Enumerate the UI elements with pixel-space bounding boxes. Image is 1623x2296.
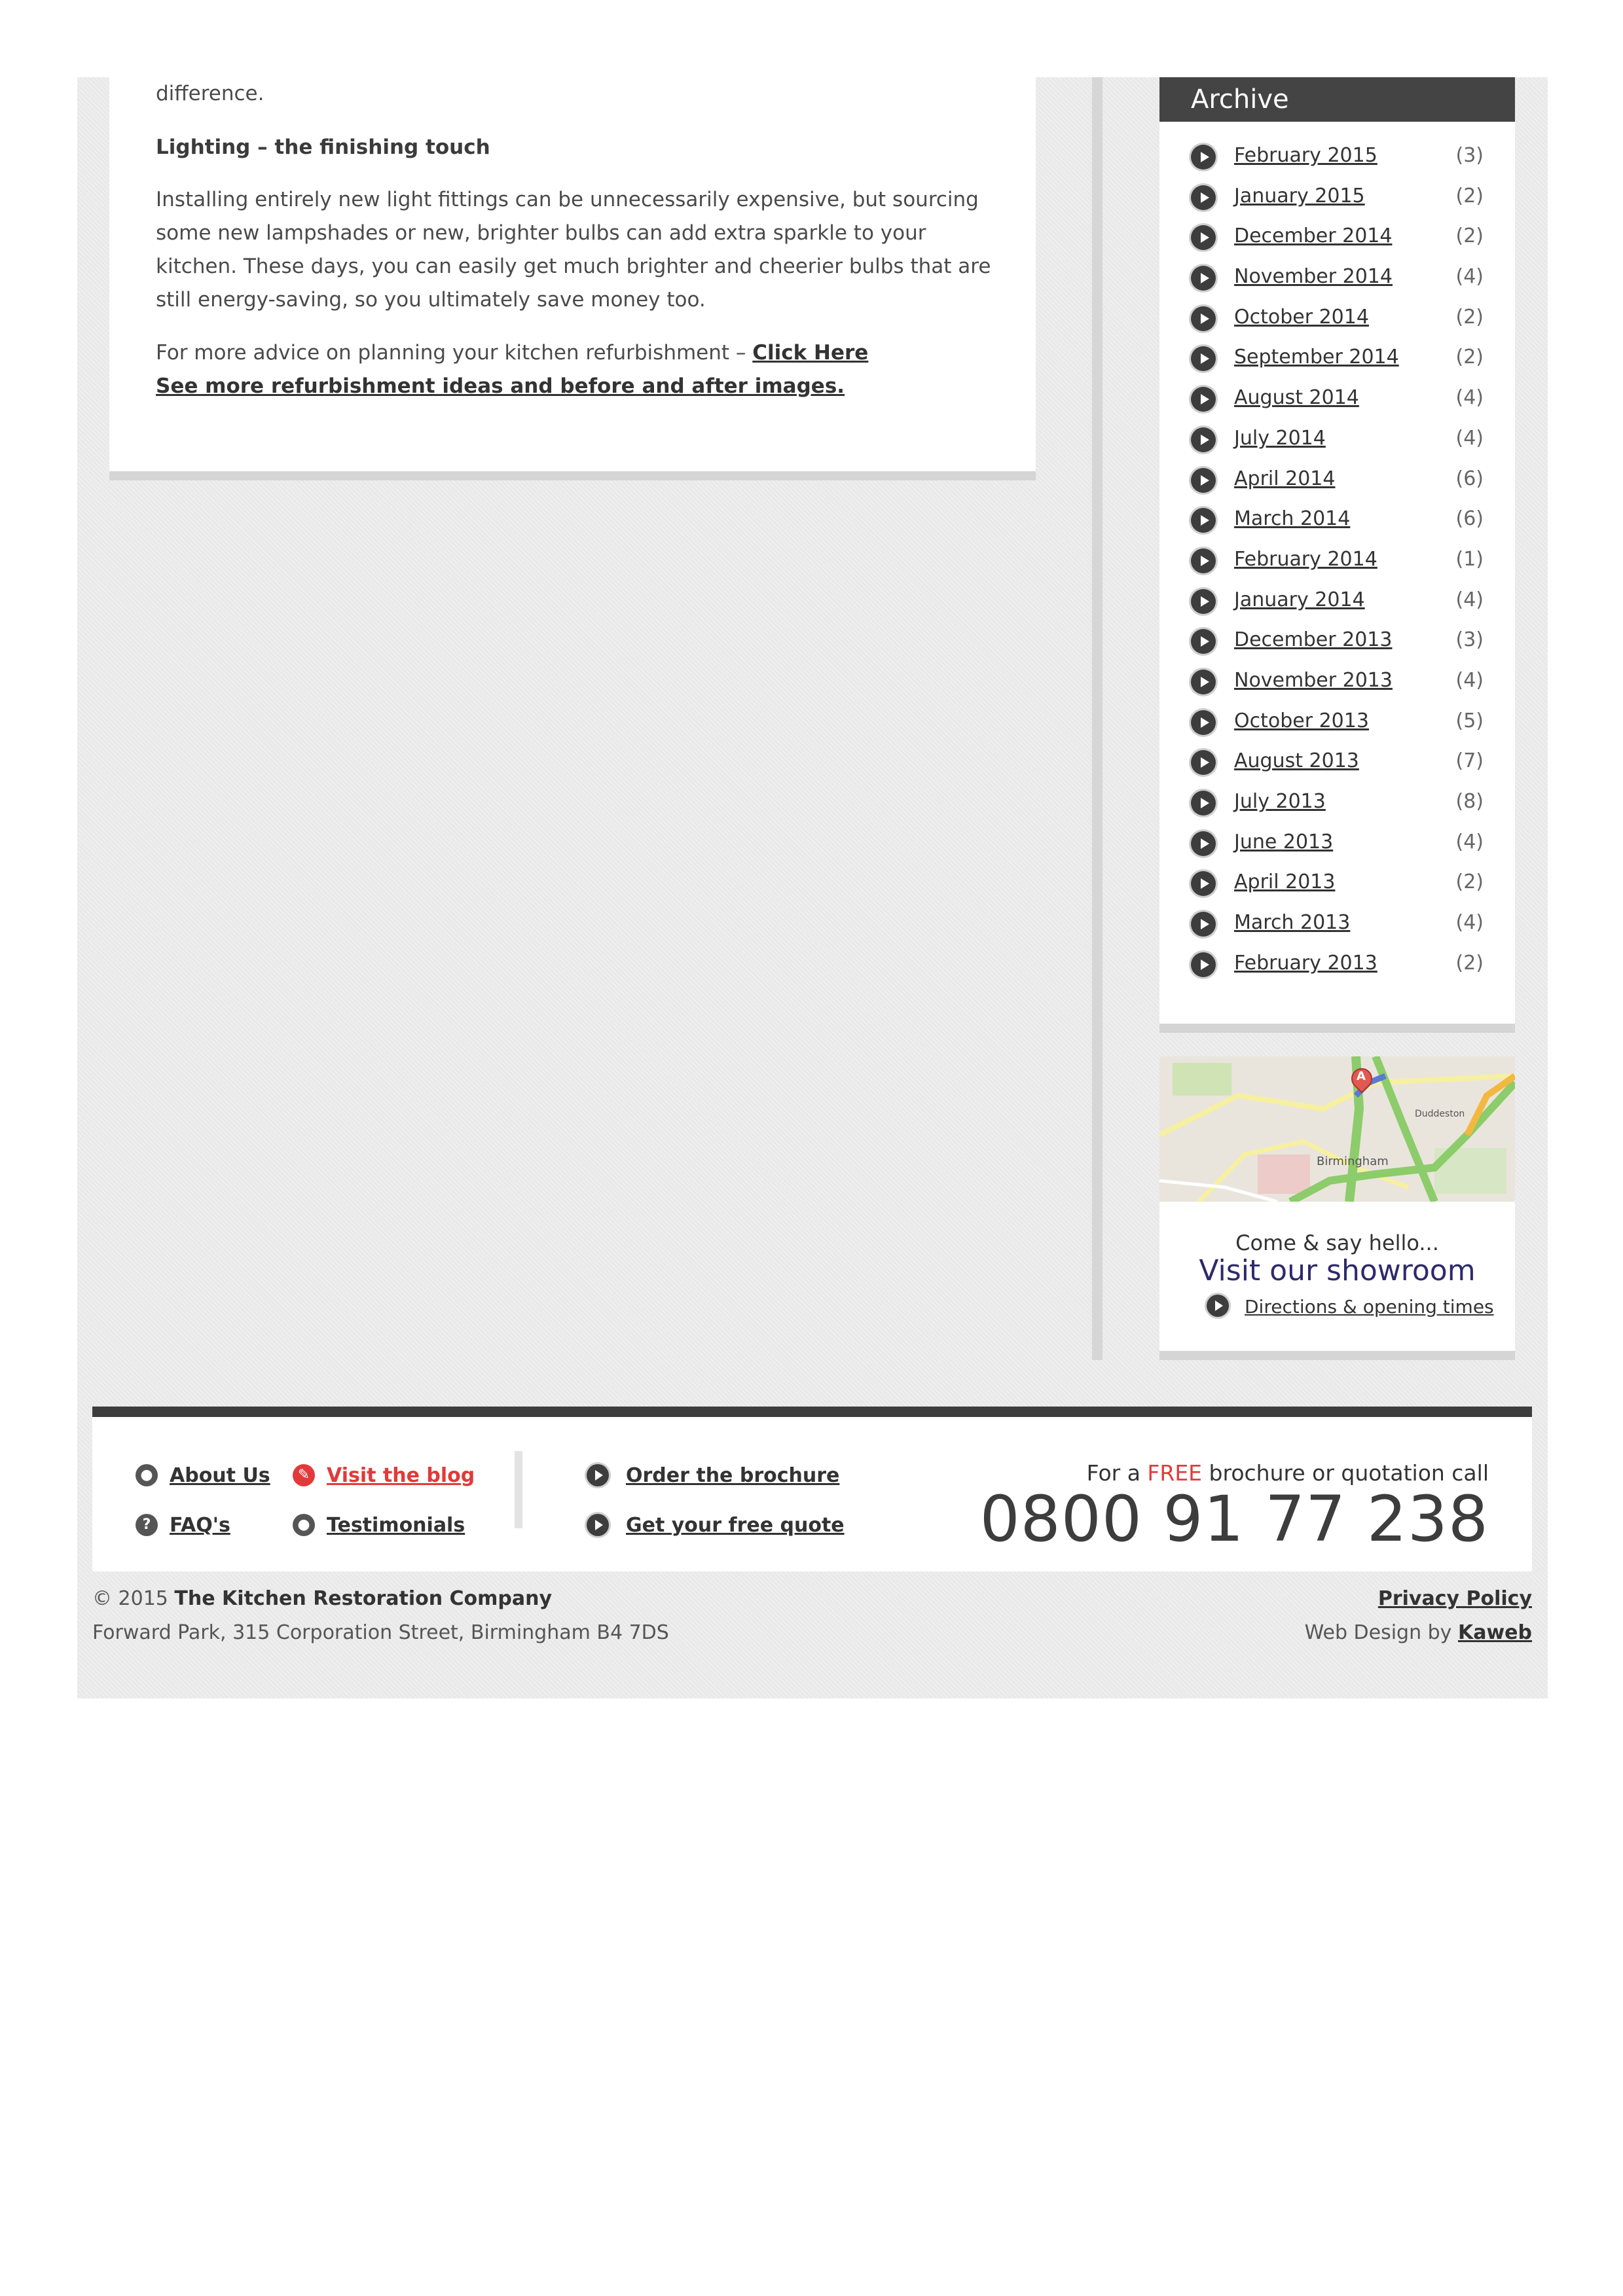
archive-count: (7) [1455, 749, 1484, 773]
free-quote-link[interactable]: Get your free quote [626, 1514, 845, 1537]
archive-title: Archive [1159, 77, 1515, 122]
archive-count: (6) [1455, 467, 1484, 490]
archive-item[interactable] [1159, 344, 1515, 385]
cta-free: FREE [1147, 1460, 1203, 1486]
archive-count: (1) [1455, 547, 1484, 571]
archive-month-link[interactable]: September 2014 [1234, 346, 1399, 369]
archive-count: (4) [1455, 588, 1484, 611]
archive-item[interactable] [1159, 466, 1515, 507]
play-icon [1191, 589, 1216, 614]
about-us-link[interactable]: About Us [170, 1464, 270, 1487]
archive-month-link[interactable]: July 2014 [1234, 426, 1326, 450]
archive-month-link[interactable]: March 2013 [1234, 911, 1351, 935]
archive-month-link[interactable]: August 2013 [1234, 749, 1359, 773]
showroom-widget [1159, 1056, 1515, 1360]
archive-count: (2) [1455, 951, 1484, 975]
footer-separator [515, 1451, 522, 1528]
directions-link[interactable]: Directions & opening times [1245, 1296, 1494, 1318]
archive-month-link[interactable]: June 2013 [1234, 830, 1334, 853]
archive-item[interactable] [1159, 869, 1515, 910]
play-icon [1191, 871, 1216, 896]
archive-list [1159, 143, 1515, 990]
company-name: The Kitchen Restoration Company [174, 1587, 553, 1610]
archive-month-link[interactable]: February 2015 [1234, 144, 1377, 167]
archive-count: (4) [1455, 830, 1484, 853]
archive-month-link[interactable]: October 2013 [1234, 709, 1369, 732]
play-icon [1191, 750, 1216, 775]
archive-item[interactable] [1159, 950, 1515, 991]
archive-count: (2) [1455, 184, 1484, 207]
map-city-label: Birmingham [1317, 1155, 1389, 1168]
cta-suffix: brochure or quotation call [1202, 1460, 1489, 1486]
user-icon: ● [136, 1464, 158, 1486]
visit-blog-link[interactable]: Visit the blog [327, 1464, 475, 1487]
archive-item[interactable] [1159, 425, 1515, 466]
article-paragraph: Installing entirely new light fittings can be unnecessarily expensive, but sourcing some new lampshades or new, brighter bulbs can add extra sparkle to your kitchen. These days, you can easily get much brighter and cheerier bulbs that are still energy-saving, so you ultimately save money too. [156, 188, 991, 312]
copyright [92, 1587, 552, 1610]
play-icon [587, 1464, 609, 1486]
copyright-prefix: © 2015 [92, 1587, 175, 1610]
play-icon [1191, 387, 1216, 412]
play-icon [587, 1514, 609, 1536]
play-icon [1191, 306, 1216, 331]
archive-item[interactable] [1159, 708, 1515, 749]
archive-widget [1159, 77, 1515, 1033]
archive-count: (4) [1455, 426, 1484, 450]
archive-item[interactable] [1159, 385, 1515, 425]
archive-count: (4) [1455, 668, 1484, 692]
archive-count: (2) [1455, 224, 1484, 248]
article-paragraph: difference. [156, 82, 264, 105]
archive-item[interactable] [1159, 183, 1515, 224]
play-icon [1191, 468, 1216, 493]
archive-count: (3) [1455, 144, 1484, 167]
archive-month-link[interactable]: February 2013 [1234, 951, 1377, 975]
showroom-map[interactable] [1159, 1056, 1515, 1202]
phone-number[interactable]: 0800 91 77 238 [979, 1482, 1489, 1556]
address: Forward Park, 315 Corporation Street, Birmingham B4 7DS [92, 1621, 669, 1644]
archive-item[interactable] [1159, 587, 1515, 628]
play-icon [1191, 710, 1216, 735]
play-icon [1191, 912, 1216, 937]
column-divider [1092, 77, 1103, 1360]
order-brochure-link[interactable]: Order the brochure [626, 1464, 840, 1487]
refurbishment-ideas-link[interactable]: See more refurbishment ideas and before and after images. [156, 374, 845, 398]
play-icon [1191, 831, 1216, 856]
archive-month-link[interactable]: July 2013 [1234, 790, 1326, 813]
article-card [109, 77, 1036, 480]
privacy-policy-link[interactable]: Privacy Policy [1377, 1587, 1532, 1610]
pencil-icon: ✎ [293, 1464, 315, 1486]
article-subheading: Lighting – the finishing touch [156, 135, 490, 159]
archive-item[interactable] [1159, 223, 1515, 264]
play-icon [1191, 427, 1216, 452]
archive-month-link[interactable]: November 2013 [1234, 668, 1393, 692]
archive-count: (2) [1455, 305, 1484, 329]
archive-count: (4) [1455, 386, 1484, 410]
archive-month-link[interactable]: November 2014 [1234, 265, 1393, 289]
question-icon: ? [136, 1514, 158, 1536]
archive-count: (2) [1455, 346, 1484, 369]
article-paragraph-links [156, 336, 1000, 403]
archive-item[interactable] [1159, 829, 1515, 870]
archive-item[interactable] [1159, 627, 1515, 668]
play-icon [1207, 1295, 1229, 1317]
archive-item[interactable] [1159, 748, 1515, 789]
archive-month-link[interactable]: April 2014 [1234, 467, 1336, 490]
archive-month-link[interactable]: January 2015 [1234, 184, 1365, 207]
archive-item[interactable] [1159, 789, 1515, 829]
archive-count: (6) [1455, 507, 1484, 531]
play-icon [1191, 346, 1216, 371]
play-icon [1191, 629, 1216, 654]
archive-count: (3) [1455, 628, 1484, 652]
archive-month-link[interactable]: December 2014 [1234, 224, 1393, 248]
archive-month-link[interactable]: February 2014 [1234, 547, 1377, 571]
cta-prefix: For a [1086, 1460, 1148, 1486]
click-here-link[interactable]: Click Here [752, 341, 869, 365]
speech-bubble-icon: ● [293, 1514, 315, 1536]
archive-month-link[interactable]: March 2014 [1234, 507, 1351, 531]
archive-item[interactable] [1159, 668, 1515, 708]
testimonials-link[interactable]: Testimonials [327, 1514, 465, 1537]
footer-bar [92, 1407, 1532, 1571]
visit-showroom-title: Visit our showroom [1199, 1254, 1476, 1287]
archive-month-link[interactable]: October 2014 [1234, 305, 1369, 329]
archive-count: (4) [1455, 911, 1484, 935]
archive-item[interactable] [1159, 264, 1515, 304]
web-design-credit [1305, 1621, 1532, 1644]
archive-item[interactable] [1159, 506, 1515, 547]
web-design-prefix: Web Design by [1304, 1621, 1458, 1644]
archive-count: (2) [1455, 870, 1484, 894]
advice-text: For more advice on planning your kitchen refurbishment – [156, 341, 753, 365]
play-icon [1191, 791, 1216, 816]
play-icon [1191, 508, 1216, 533]
archive-item[interactable] [1159, 547, 1515, 587]
archive-count: (4) [1455, 265, 1484, 289]
play-icon [1191, 266, 1216, 291]
archive-month-link[interactable]: August 2014 [1234, 386, 1359, 410]
play-icon [1191, 548, 1216, 573]
play-icon [1191, 225, 1216, 250]
kaweb-link[interactable]: Kaweb [1457, 1621, 1532, 1644]
say-hello-text: Come & say hello... [1235, 1230, 1439, 1255]
archive-count: (8) [1455, 790, 1484, 813]
archive-month-link[interactable]: January 2014 [1234, 588, 1365, 611]
archive-count: (5) [1455, 709, 1484, 732]
map-graphic [1159, 1056, 1515, 1202]
archive-month-link[interactable]: April 2013 [1234, 870, 1336, 894]
archive-item[interactable] [1159, 143, 1515, 183]
archive-item[interactable] [1159, 304, 1515, 345]
archive-month-link[interactable]: December 2013 [1234, 628, 1393, 652]
archive-item[interactable] [1159, 910, 1515, 950]
play-icon [1191, 185, 1216, 210]
map-area-label: Duddeston [1415, 1109, 1465, 1119]
map-pin-label: A [1357, 1069, 1366, 1083]
play-icon [1191, 145, 1216, 170]
play-icon [1191, 670, 1216, 694]
faqs-link[interactable]: FAQ's [170, 1514, 230, 1537]
play-icon [1191, 952, 1216, 977]
